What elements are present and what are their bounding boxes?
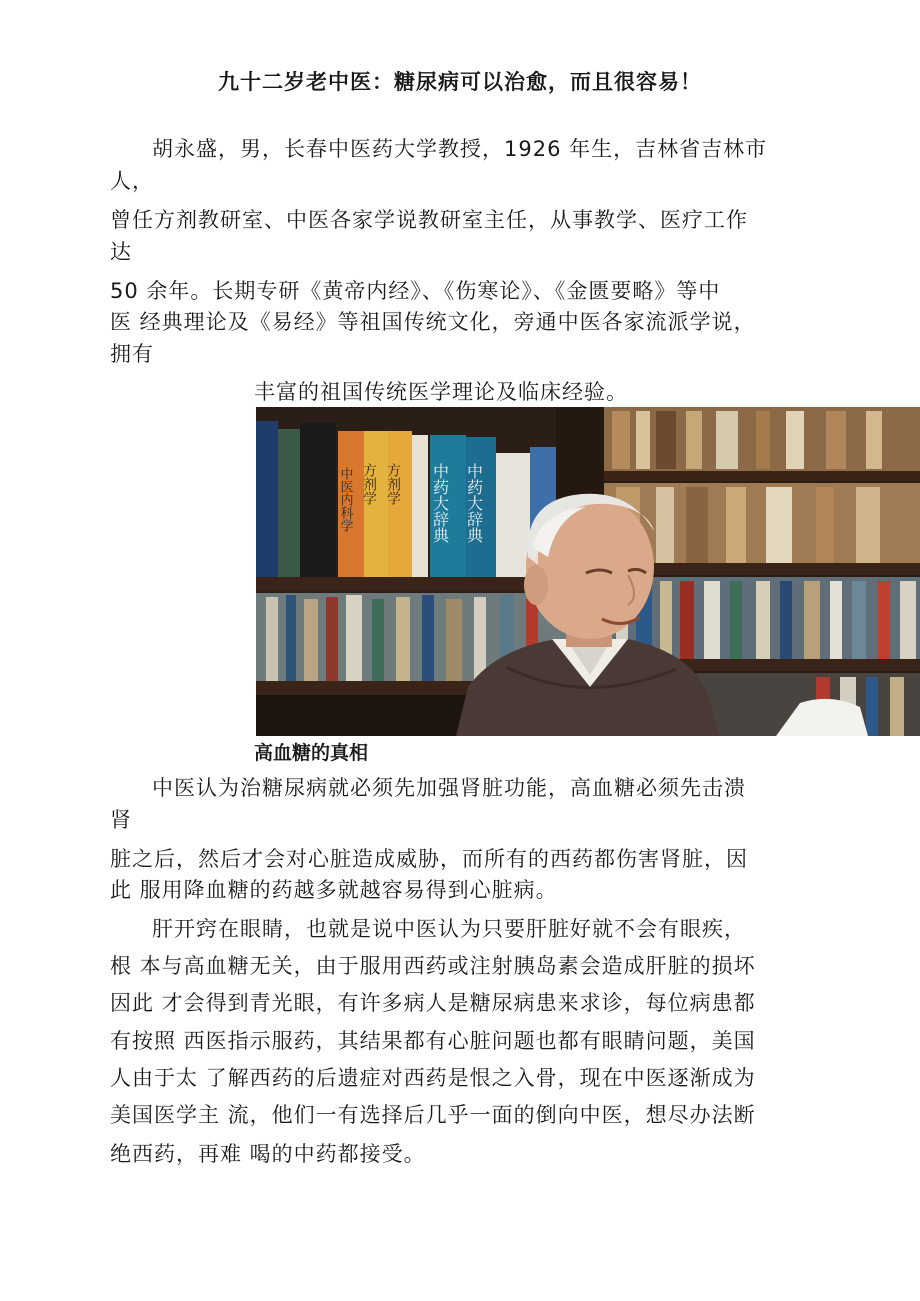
p1-line-1: 中医认为治糖尿病就必须先加强肾脏功能，高血糖必须先击溃: [152, 776, 746, 800]
p2-line-2: 根 本与高血糖无关，由于服用西药或注射胰岛素会造成肝脏的损坏: [110, 954, 756, 978]
svg-text:中医内科学: 中医内科学: [337, 467, 353, 532]
intro-line-7: 拥有: [110, 342, 154, 366]
intro-line-2: 人，: [110, 169, 154, 193]
p2-line-7: 绝西药，再难 喝的中药都接受。: [110, 1142, 426, 1166]
intro-line-3: 曾任方剂教研室、中医各家学说教研室主任，从事教学、医疗工作: [110, 208, 748, 232]
svg-text:中药大辞典: 中药大辞典: [430, 463, 450, 543]
p2-line-4: 有按照 西医指示服药，其结果都有心脏问题也都有眼睛问题，美国: [110, 1029, 756, 1053]
p1-line-3: 脏之后，然后才会对心脏造成威胁，而所有的西药都伤害肾脏，因: [110, 847, 748, 871]
article-title: 九十二岁老中医：糖尿病可以治愈，而且很容易！: [218, 70, 702, 94]
intro-line-6: 医 经典理论及《易经》等祖国传统文化，旁通中医各家流派学说，: [110, 310, 756, 334]
p2-line-6: 美国医学主 流，他们一有选择后几乎一面的倒向中医，想尽办法断: [110, 1103, 756, 1127]
p2-line-5: 人由于太 了解西药的后遗症对西药是恨之入骨，现在中医逐渐成为: [110, 1066, 756, 1090]
portrait-photo: [256, 407, 920, 736]
svg-text:方剂学: 方剂学: [385, 463, 401, 505]
p1-line-2: 肾: [110, 808, 132, 832]
p2-line-1: 肝开窍在眼睛，也就是说中医认为只要肝脏好就不会有眼疾，: [152, 917, 746, 941]
intro-line-5: 50 余年。长期专研《黄帝内经》、《伤寒论》、《金匮要略》等中: [110, 279, 721, 303]
intro-line-4: 达: [110, 240, 132, 264]
intro-line-8: 丰富的祖国传统医学理论及临床经验。: [254, 380, 628, 404]
svg-text:中药大辞典: 中药大辞典: [464, 463, 484, 543]
p1-line-4: 此 服用降血糖的药越多就越容易得到心脏病。: [110, 878, 558, 902]
section-heading: 高血糖的真相: [254, 742, 369, 764]
intro-line-1: 胡永盛，男，长春中医药大学教授，1926 年生，吉林省吉林市: [152, 137, 768, 161]
p2-line-3: 因此 才会得到青光眼，有许多病人是糖尿病患来求诊，每位病患都: [110, 991, 756, 1015]
svg-text:方剂学: 方剂学: [361, 463, 377, 505]
